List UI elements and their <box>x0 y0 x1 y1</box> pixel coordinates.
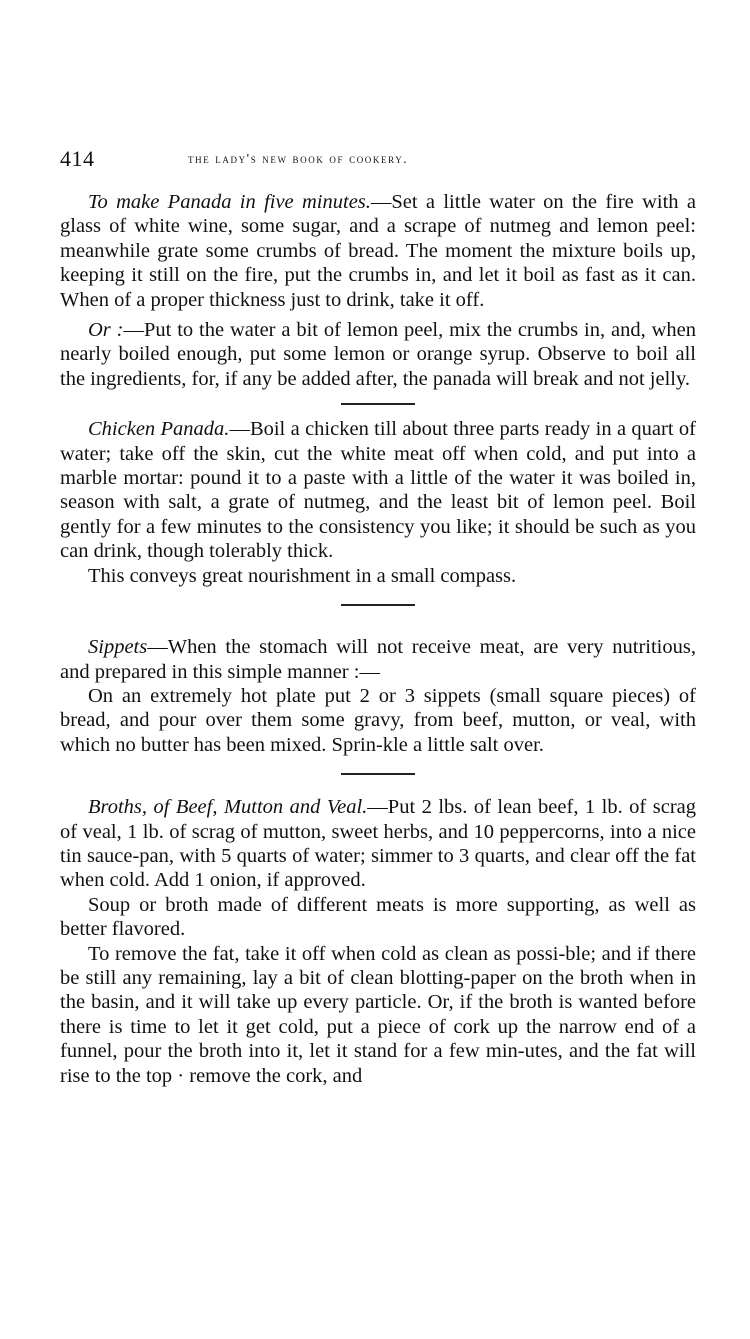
recipe-text: —Boil a chicken till about three parts ready in a quart of water; take off the skin, cut the white meat off when cold, and put into a marble mortar: pound it to a paste with a little of the water it was boiled in, season with salt, a grate of nutmeg, and the least bit of lemon peel. Boil gently for a few minutes to the consistency you like; it should be such as you can drink, though tolerably thick. <box>60 418 696 563</box>
recipe-title: To make Panada in five minutes. <box>88 191 371 213</box>
recipe-method-paragraph: On an extremely hot plate put 2 or 3 sippets (small square pieces) of bread, and pour over them some gravy, from beef, mutton, or veal, with which no butter has been mixed. Sprin-kle a little salt over. <box>60 684 696 756</box>
page-body <box>60 190 696 1088</box>
recipe-text: —Set a little water on the fire with a glass of white wine, some sugar, and a scrape of nutmeg and lemon peel: meanwhile grate some crumbs of bread. The moment the mixture boils up, keeping it still on the fire, put the crumbs in, and let it boil as fast as it can. When of a proper thickness just to drink, take it off. <box>60 191 696 311</box>
section-divider <box>341 403 415 405</box>
recipe-sippets-paragraph <box>60 635 696 684</box>
page-number: 414 <box>60 146 95 171</box>
recipe-method-paragraph: To remove the fat, take it off when cold as clean as possi-ble; and if there be still any remaining, lay a bit of clean blotting-paper on the broth when in the basin, and it will take up every particle. Or, if the broth is wanted before there is time to let it get cold, put a piece of cork up the narrow end of a funnel, pour the broth into it, let it stand for a few min-utes, and the fat will rise to the top · remove the cork, and <box>60 942 696 1087</box>
section-divider <box>341 773 415 775</box>
recipe-panada-paragraph <box>60 190 696 312</box>
section-divider <box>341 604 415 606</box>
recipe-title: Or : <box>88 319 124 342</box>
recipe-text: —Put to the water a bit of lemon peel, mix the crumbs in, and, when nearly boiled enough, put some lemon or orange syrup. Observe to boil all the ingredients, for, if any be added after, the panada will break and not jelly. <box>60 319 697 390</box>
recipe-title: Chicken Panada. <box>88 418 230 441</box>
recipe-note-paragraph: Soup or broth made of different meats is more supporting, as well as better flavored. <box>60 893 696 941</box>
running-head: the lady's new book of cookery. <box>188 151 409 166</box>
recipe-title: Sippets <box>88 636 148 659</box>
recipe-panada-alternative-paragraph <box>60 318 696 391</box>
recipe-broths-paragraph <box>60 795 696 893</box>
recipe-text: —Put 2 lbs. of lean beef, 1 lb. of scrag of veal, 1 lb. of scrag of mutton, sweet herbs, and 10 peppercorns, into a nice tin sauce-pan, with 5 quarts of water; simmer to 3 quarts, and clear off the fat when cold. Add 1 onion, if approved. <box>60 796 696 892</box>
page-header <box>60 146 696 176</box>
recipe-chicken-panada-paragraph <box>60 417 696 563</box>
recipe-text: —When the stomach will not receive meat, are very nutritious, and prepared in this simple manner :— <box>60 636 696 683</box>
recipe-note-paragraph: This conveys great nourishment in a small compass. <box>88 564 517 587</box>
recipe-title: Broths, of Beef, Mutton and Veal. <box>88 796 368 819</box>
